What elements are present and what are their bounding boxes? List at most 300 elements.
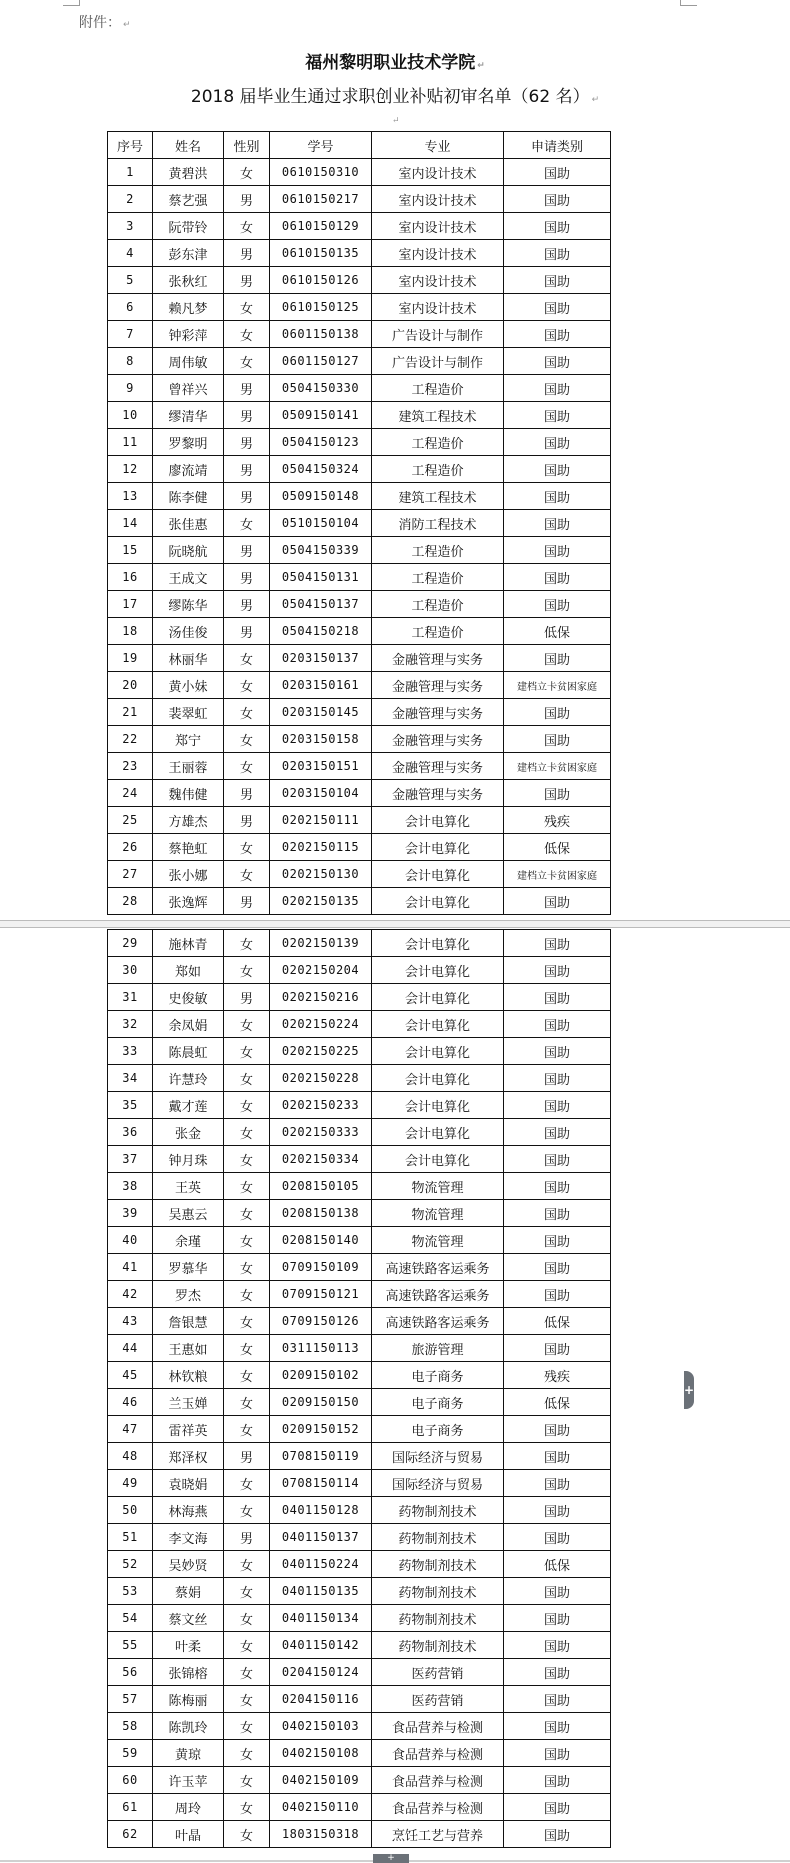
cell-name: 郑如 bbox=[153, 957, 224, 984]
add-row-button[interactable]: + bbox=[373, 1854, 409, 1863]
cell-major: 金融管理与实务 bbox=[372, 780, 504, 807]
cell-gender: 男 bbox=[224, 984, 270, 1011]
cell-category: 国助 bbox=[504, 1254, 611, 1281]
cell-category: 国助 bbox=[504, 1605, 611, 1632]
cell-student-id: 0202150225 bbox=[270, 1038, 372, 1065]
cell-name: 周玲 bbox=[153, 1794, 224, 1821]
cell-index: 26 bbox=[108, 834, 153, 861]
cell-major: 工程造价 bbox=[372, 429, 504, 456]
cell-index: 58 bbox=[108, 1713, 153, 1740]
cell-index: 20 bbox=[108, 672, 153, 699]
table-row bbox=[108, 1659, 611, 1686]
header-index: 序号 bbox=[108, 132, 153, 159]
cell-index: 19 bbox=[108, 645, 153, 672]
cell-category: 低保 bbox=[504, 1551, 611, 1578]
cell-name: 罗黎明 bbox=[153, 429, 224, 456]
cell-category: 国助 bbox=[504, 726, 611, 753]
cell-student-id: 0402150108 bbox=[270, 1740, 372, 1767]
table-row bbox=[108, 753, 611, 780]
cell-category: 国助 bbox=[504, 780, 611, 807]
cell-name: 詹银慧 bbox=[153, 1308, 224, 1335]
page-corner-mark-right bbox=[680, 0, 697, 6]
cell-index: 48 bbox=[108, 1443, 153, 1470]
cell-index: 7 bbox=[108, 321, 153, 348]
cell-index: 43 bbox=[108, 1308, 153, 1335]
table-row bbox=[108, 930, 611, 957]
cell-gender: 男 bbox=[224, 888, 270, 915]
cell-index: 5 bbox=[108, 267, 153, 294]
cell-name: 张小娜 bbox=[153, 861, 224, 888]
cell-major: 金融管理与实务 bbox=[372, 645, 504, 672]
cell-index: 54 bbox=[108, 1605, 153, 1632]
applicant-table-page2 bbox=[107, 929, 611, 1848]
cell-major: 电子商务 bbox=[372, 1362, 504, 1389]
cell-index: 11 bbox=[108, 429, 153, 456]
paragraph-mark-icon: ↵ bbox=[477, 61, 485, 71]
cell-index: 22 bbox=[108, 726, 153, 753]
cell-name: 余瑾 bbox=[153, 1227, 224, 1254]
cell-gender: 女 bbox=[224, 321, 270, 348]
cell-student-id: 0203150137 bbox=[270, 645, 372, 672]
header-student-id: 学号 bbox=[270, 132, 372, 159]
cell-gender: 男 bbox=[224, 429, 270, 456]
cell-student-id: 0209150152 bbox=[270, 1416, 372, 1443]
cell-index: 30 bbox=[108, 957, 153, 984]
cell-student-id: 0208150138 bbox=[270, 1200, 372, 1227]
cell-major: 建筑工程技术 bbox=[372, 402, 504, 429]
cell-student-id: 0401150134 bbox=[270, 1605, 372, 1632]
cell-name: 蔡娟 bbox=[153, 1578, 224, 1605]
cell-student-id: 0209150102 bbox=[270, 1362, 372, 1389]
cell-index: 18 bbox=[108, 618, 153, 645]
table-row bbox=[108, 1281, 611, 1308]
cell-name: 缪清华 bbox=[153, 402, 224, 429]
table-row bbox=[108, 1227, 611, 1254]
cell-index: 50 bbox=[108, 1497, 153, 1524]
cell-name: 戴才莲 bbox=[153, 1092, 224, 1119]
cell-student-id: 0202150115 bbox=[270, 834, 372, 861]
cell-gender: 女 bbox=[224, 159, 270, 186]
cell-name: 郑泽权 bbox=[153, 1443, 224, 1470]
cell-gender: 女 bbox=[224, 1011, 270, 1038]
cell-name: 黄琼 bbox=[153, 1740, 224, 1767]
cell-major: 广告设计与制作 bbox=[372, 348, 504, 375]
cell-student-id: 0504150131 bbox=[270, 564, 372, 591]
cell-gender: 女 bbox=[224, 861, 270, 888]
cell-category: 国助 bbox=[504, 1092, 611, 1119]
header-major: 专业 bbox=[372, 132, 504, 159]
table-row bbox=[108, 1821, 611, 1848]
table-row bbox=[108, 1092, 611, 1119]
cell-student-id: 0208150140 bbox=[270, 1227, 372, 1254]
cell-index: 46 bbox=[108, 1389, 153, 1416]
cell-name: 张佳惠 bbox=[153, 510, 224, 537]
applicant-table-page1 bbox=[107, 131, 611, 915]
cell-gender: 女 bbox=[224, 1713, 270, 1740]
cell-category: 国助 bbox=[504, 984, 611, 1011]
table-row bbox=[108, 483, 611, 510]
table-row bbox=[108, 1632, 611, 1659]
cell-gender: 男 bbox=[224, 618, 270, 645]
cell-category: 国助 bbox=[504, 483, 611, 510]
cell-index: 16 bbox=[108, 564, 153, 591]
cell-major: 会计电算化 bbox=[372, 888, 504, 915]
table-row bbox=[108, 807, 611, 834]
cell-category: 国助 bbox=[504, 294, 611, 321]
cell-category: 国助 bbox=[504, 159, 611, 186]
cell-student-id: 0504150339 bbox=[270, 537, 372, 564]
cell-name: 王成文 bbox=[153, 564, 224, 591]
cell-student-id: 0202150139 bbox=[270, 930, 372, 957]
cell-gender: 女 bbox=[224, 1767, 270, 1794]
cell-major: 会计电算化 bbox=[372, 1011, 504, 1038]
cell-student-id: 0401150135 bbox=[270, 1578, 372, 1605]
cell-name: 周伟敏 bbox=[153, 348, 224, 375]
cell-student-id: 0610150310 bbox=[270, 159, 372, 186]
cell-gender: 女 bbox=[224, 1389, 270, 1416]
cell-gender: 女 bbox=[224, 1038, 270, 1065]
table-row bbox=[108, 1551, 611, 1578]
cell-name: 林海燕 bbox=[153, 1497, 224, 1524]
cell-index: 62 bbox=[108, 1821, 153, 1848]
cell-name: 叶柔 bbox=[153, 1632, 224, 1659]
cell-name: 施林青 bbox=[153, 930, 224, 957]
cell-index: 9 bbox=[108, 375, 153, 402]
table-header-row bbox=[108, 132, 611, 159]
cell-major: 工程造价 bbox=[372, 564, 504, 591]
cell-gender: 女 bbox=[224, 348, 270, 375]
cell-name: 兰玉婵 bbox=[153, 1389, 224, 1416]
cell-name: 雷祥英 bbox=[153, 1416, 224, 1443]
cell-gender: 女 bbox=[224, 1281, 270, 1308]
cell-index: 3 bbox=[108, 213, 153, 240]
table-row bbox=[108, 375, 611, 402]
cell-student-id: 0709150126 bbox=[270, 1308, 372, 1335]
cell-category: 残疾 bbox=[504, 1362, 611, 1389]
cell-category: 国助 bbox=[504, 213, 611, 240]
header-gender: 性别 bbox=[224, 132, 270, 159]
cell-category: 国助 bbox=[504, 1767, 611, 1794]
cell-major: 金融管理与实务 bbox=[372, 672, 504, 699]
page-corner-mark-left bbox=[63, 0, 80, 6]
cell-gender: 女 bbox=[224, 930, 270, 957]
cell-name: 黄碧洪 bbox=[153, 159, 224, 186]
cell-category: 国助 bbox=[504, 429, 611, 456]
cell-major: 食品营养与检测 bbox=[372, 1794, 504, 1821]
cell-category: 国助 bbox=[504, 1794, 611, 1821]
cell-index: 31 bbox=[108, 984, 153, 1011]
cell-index: 25 bbox=[108, 807, 153, 834]
cell-major: 工程造价 bbox=[372, 537, 504, 564]
table-row bbox=[108, 726, 611, 753]
cell-major: 会计电算化 bbox=[372, 1065, 504, 1092]
cell-gender: 女 bbox=[224, 294, 270, 321]
cell-gender: 女 bbox=[224, 1551, 270, 1578]
cell-name: 裴翠虹 bbox=[153, 699, 224, 726]
cell-major: 室内设计技术 bbox=[372, 267, 504, 294]
table-row bbox=[108, 1362, 611, 1389]
cell-name: 陈晨虹 bbox=[153, 1038, 224, 1065]
table-row bbox=[108, 1740, 611, 1767]
cell-student-id: 0504150330 bbox=[270, 375, 372, 402]
cell-major: 药物制剂技术 bbox=[372, 1605, 504, 1632]
cell-index: 6 bbox=[108, 294, 153, 321]
cell-name: 赖凡梦 bbox=[153, 294, 224, 321]
cell-major: 食品营养与检测 bbox=[372, 1713, 504, 1740]
cell-gender: 女 bbox=[224, 1659, 270, 1686]
cell-index: 12 bbox=[108, 456, 153, 483]
cell-index: 35 bbox=[108, 1092, 153, 1119]
cell-index: 2 bbox=[108, 186, 153, 213]
table-row bbox=[108, 159, 611, 186]
cell-student-id: 0202150216 bbox=[270, 984, 372, 1011]
cell-major: 会计电算化 bbox=[372, 957, 504, 984]
cell-major: 金融管理与实务 bbox=[372, 753, 504, 780]
cell-category: 国助 bbox=[504, 1713, 611, 1740]
cell-category: 建档立卡贫困家庭 bbox=[504, 861, 611, 888]
cell-name: 黄小妹 bbox=[153, 672, 224, 699]
cell-major: 广告设计与制作 bbox=[372, 321, 504, 348]
cell-name: 钟彩萍 bbox=[153, 321, 224, 348]
cell-student-id: 0203150145 bbox=[270, 699, 372, 726]
cell-index: 53 bbox=[108, 1578, 153, 1605]
table-row bbox=[108, 537, 611, 564]
cell-category: 国助 bbox=[504, 1173, 611, 1200]
cell-category: 低保 bbox=[504, 834, 611, 861]
table-row bbox=[108, 564, 611, 591]
cell-index: 27 bbox=[108, 861, 153, 888]
cell-index: 44 bbox=[108, 1335, 153, 1362]
cell-major: 工程造价 bbox=[372, 591, 504, 618]
cell-name: 王惠如 bbox=[153, 1335, 224, 1362]
table-row bbox=[108, 1470, 611, 1497]
cell-student-id: 0202150333 bbox=[270, 1119, 372, 1146]
table-row bbox=[108, 429, 611, 456]
cell-category: 残疾 bbox=[504, 807, 611, 834]
cell-major: 会计电算化 bbox=[372, 930, 504, 957]
cell-category: 国助 bbox=[504, 645, 611, 672]
cell-index: 56 bbox=[108, 1659, 153, 1686]
cell-name: 吴惠云 bbox=[153, 1200, 224, 1227]
cell-index: 38 bbox=[108, 1173, 153, 1200]
cell-student-id: 0202150233 bbox=[270, 1092, 372, 1119]
cell-index: 29 bbox=[108, 930, 153, 957]
cell-name: 陈梅丽 bbox=[153, 1686, 224, 1713]
cell-student-id: 0202150111 bbox=[270, 807, 372, 834]
cell-gender: 女 bbox=[224, 1308, 270, 1335]
cell-student-id: 0709150109 bbox=[270, 1254, 372, 1281]
cell-gender: 女 bbox=[224, 1119, 270, 1146]
cell-category: 国助 bbox=[504, 1524, 611, 1551]
cell-category: 国助 bbox=[504, 957, 611, 984]
cell-category: 低保 bbox=[504, 1389, 611, 1416]
cell-student-id: 0708150114 bbox=[270, 1470, 372, 1497]
table-row bbox=[108, 213, 611, 240]
cell-student-id: 0402150103 bbox=[270, 1713, 372, 1740]
cell-category: 国助 bbox=[504, 240, 611, 267]
cell-gender: 男 bbox=[224, 267, 270, 294]
cell-name: 王英 bbox=[153, 1173, 224, 1200]
cell-category: 国助 bbox=[504, 456, 611, 483]
cell-gender: 女 bbox=[224, 1146, 270, 1173]
cell-student-id: 0203150161 bbox=[270, 672, 372, 699]
cell-gender: 男 bbox=[224, 1443, 270, 1470]
table-row bbox=[108, 1767, 611, 1794]
table-row bbox=[108, 1497, 611, 1524]
cell-name: 张秋红 bbox=[153, 267, 224, 294]
cell-gender: 女 bbox=[224, 1497, 270, 1524]
cell-gender: 女 bbox=[224, 672, 270, 699]
cell-category: 国助 bbox=[504, 1227, 611, 1254]
cell-gender: 女 bbox=[224, 834, 270, 861]
cell-category: 国助 bbox=[504, 1497, 611, 1524]
cell-name: 蔡文丝 bbox=[153, 1605, 224, 1632]
paragraph-mark-icon: ↵ bbox=[123, 20, 131, 30]
cell-gender: 男 bbox=[224, 1524, 270, 1551]
table-row bbox=[108, 1146, 611, 1173]
cell-student-id: 0504150218 bbox=[270, 618, 372, 645]
cell-gender: 女 bbox=[224, 1740, 270, 1767]
table-row bbox=[108, 957, 611, 984]
cell-category: 国助 bbox=[504, 1065, 611, 1092]
cell-gender: 女 bbox=[224, 1794, 270, 1821]
table-row bbox=[108, 402, 611, 429]
cell-index: 47 bbox=[108, 1416, 153, 1443]
cell-index: 15 bbox=[108, 537, 153, 564]
cell-name: 缪陈华 bbox=[153, 591, 224, 618]
cell-major: 金融管理与实务 bbox=[372, 699, 504, 726]
cell-major: 药物制剂技术 bbox=[372, 1578, 504, 1605]
cell-name: 林钦粮 bbox=[153, 1362, 224, 1389]
cell-student-id: 0504150137 bbox=[270, 591, 372, 618]
table-row bbox=[108, 591, 611, 618]
cell-gender: 女 bbox=[224, 645, 270, 672]
cell-category: 国助 bbox=[504, 1146, 611, 1173]
cell-student-id: 0209150150 bbox=[270, 1389, 372, 1416]
cell-gender: 女 bbox=[224, 1470, 270, 1497]
cell-major: 电子商务 bbox=[372, 1416, 504, 1443]
cell-category: 国助 bbox=[504, 1470, 611, 1497]
cell-name: 张锦榕 bbox=[153, 1659, 224, 1686]
table-row bbox=[108, 1173, 611, 1200]
table-row bbox=[108, 861, 611, 888]
cell-index: 4 bbox=[108, 240, 153, 267]
cell-major: 医药营销 bbox=[372, 1686, 504, 1713]
cell-student-id: 0610150126 bbox=[270, 267, 372, 294]
cell-index: 52 bbox=[108, 1551, 153, 1578]
cell-major: 会计电算化 bbox=[372, 1038, 504, 1065]
cell-gender: 女 bbox=[224, 1200, 270, 1227]
cell-name: 许慧玲 bbox=[153, 1065, 224, 1092]
cell-index: 41 bbox=[108, 1254, 153, 1281]
cell-name: 张逸辉 bbox=[153, 888, 224, 915]
table-row bbox=[108, 1065, 611, 1092]
table-row bbox=[108, 510, 611, 537]
cell-name: 蔡艺强 bbox=[153, 186, 224, 213]
cell-category: 建档立卡贫困家庭 bbox=[504, 672, 611, 699]
table-row bbox=[108, 618, 611, 645]
cell-gender: 女 bbox=[224, 1173, 270, 1200]
cell-index: 13 bbox=[108, 483, 153, 510]
cell-student-id: 0401150128 bbox=[270, 1497, 372, 1524]
cell-index: 51 bbox=[108, 1524, 153, 1551]
cell-gender: 女 bbox=[224, 1254, 270, 1281]
cell-major: 会计电算化 bbox=[372, 1146, 504, 1173]
cell-major: 药物制剂技术 bbox=[372, 1551, 504, 1578]
cell-index: 28 bbox=[108, 888, 153, 915]
cell-student-id: 0401150137 bbox=[270, 1524, 372, 1551]
table-row bbox=[108, 456, 611, 483]
add-column-button[interactable]: + bbox=[684, 1371, 694, 1409]
cell-gender: 女 bbox=[224, 699, 270, 726]
cell-major: 高速铁路客运乘务 bbox=[372, 1308, 504, 1335]
header-category: 申请类别 bbox=[504, 132, 611, 159]
cell-name: 叶晶 bbox=[153, 1821, 224, 1848]
cell-student-id: 0504150123 bbox=[270, 429, 372, 456]
cell-index: 21 bbox=[108, 699, 153, 726]
cell-category: 国助 bbox=[504, 1740, 611, 1767]
cell-student-id: 0610150135 bbox=[270, 240, 372, 267]
cell-gender: 女 bbox=[224, 726, 270, 753]
table-row bbox=[108, 888, 611, 915]
cell-student-id: 0601150138 bbox=[270, 321, 372, 348]
table-row bbox=[108, 645, 611, 672]
cell-name: 曾祥兴 bbox=[153, 375, 224, 402]
paragraph-mark-icon: ↵ bbox=[392, 116, 400, 126]
cell-name: 史俊敏 bbox=[153, 984, 224, 1011]
cell-category: 低保 bbox=[504, 1308, 611, 1335]
cell-index: 14 bbox=[108, 510, 153, 537]
cell-student-id: 0203150151 bbox=[270, 753, 372, 780]
cell-major: 工程造价 bbox=[372, 456, 504, 483]
cell-gender: 男 bbox=[224, 483, 270, 510]
cell-gender: 女 bbox=[224, 1065, 270, 1092]
cell-gender: 女 bbox=[224, 1632, 270, 1659]
cell-gender: 女 bbox=[224, 213, 270, 240]
cell-gender: 女 bbox=[224, 510, 270, 537]
cell-category: 国助 bbox=[504, 591, 611, 618]
cell-gender: 男 bbox=[224, 240, 270, 267]
cell-major: 国际经济与贸易 bbox=[372, 1443, 504, 1470]
cell-name: 袁晓娟 bbox=[153, 1470, 224, 1497]
cell-name: 阮晓航 bbox=[153, 537, 224, 564]
cell-major: 药物制剂技术 bbox=[372, 1497, 504, 1524]
cell-name: 陈凯玲 bbox=[153, 1713, 224, 1740]
cell-category: 国助 bbox=[504, 348, 611, 375]
cell-category: 国助 bbox=[504, 888, 611, 915]
cell-name: 罗慕华 bbox=[153, 1254, 224, 1281]
cell-index: 10 bbox=[108, 402, 153, 429]
cell-student-id: 0401150142 bbox=[270, 1632, 372, 1659]
cell-name: 陈李健 bbox=[153, 483, 224, 510]
cell-name: 王丽蓉 bbox=[153, 753, 224, 780]
cell-student-id: 0202150135 bbox=[270, 888, 372, 915]
table-row bbox=[108, 1011, 611, 1038]
cell-name: 余凤娟 bbox=[153, 1011, 224, 1038]
cell-gender: 女 bbox=[224, 1227, 270, 1254]
cell-student-id: 0709150121 bbox=[270, 1281, 372, 1308]
table-row bbox=[108, 1605, 611, 1632]
cell-student-id: 0509150141 bbox=[270, 402, 372, 429]
table-row bbox=[108, 294, 611, 321]
cell-category: 建档立卡贫困家庭 bbox=[504, 753, 611, 780]
cell-student-id: 0202150224 bbox=[270, 1011, 372, 1038]
table-row bbox=[108, 1794, 611, 1821]
cell-category: 国助 bbox=[504, 699, 611, 726]
cell-name: 罗杰 bbox=[153, 1281, 224, 1308]
cell-index: 40 bbox=[108, 1227, 153, 1254]
cell-category: 国助 bbox=[504, 1038, 611, 1065]
